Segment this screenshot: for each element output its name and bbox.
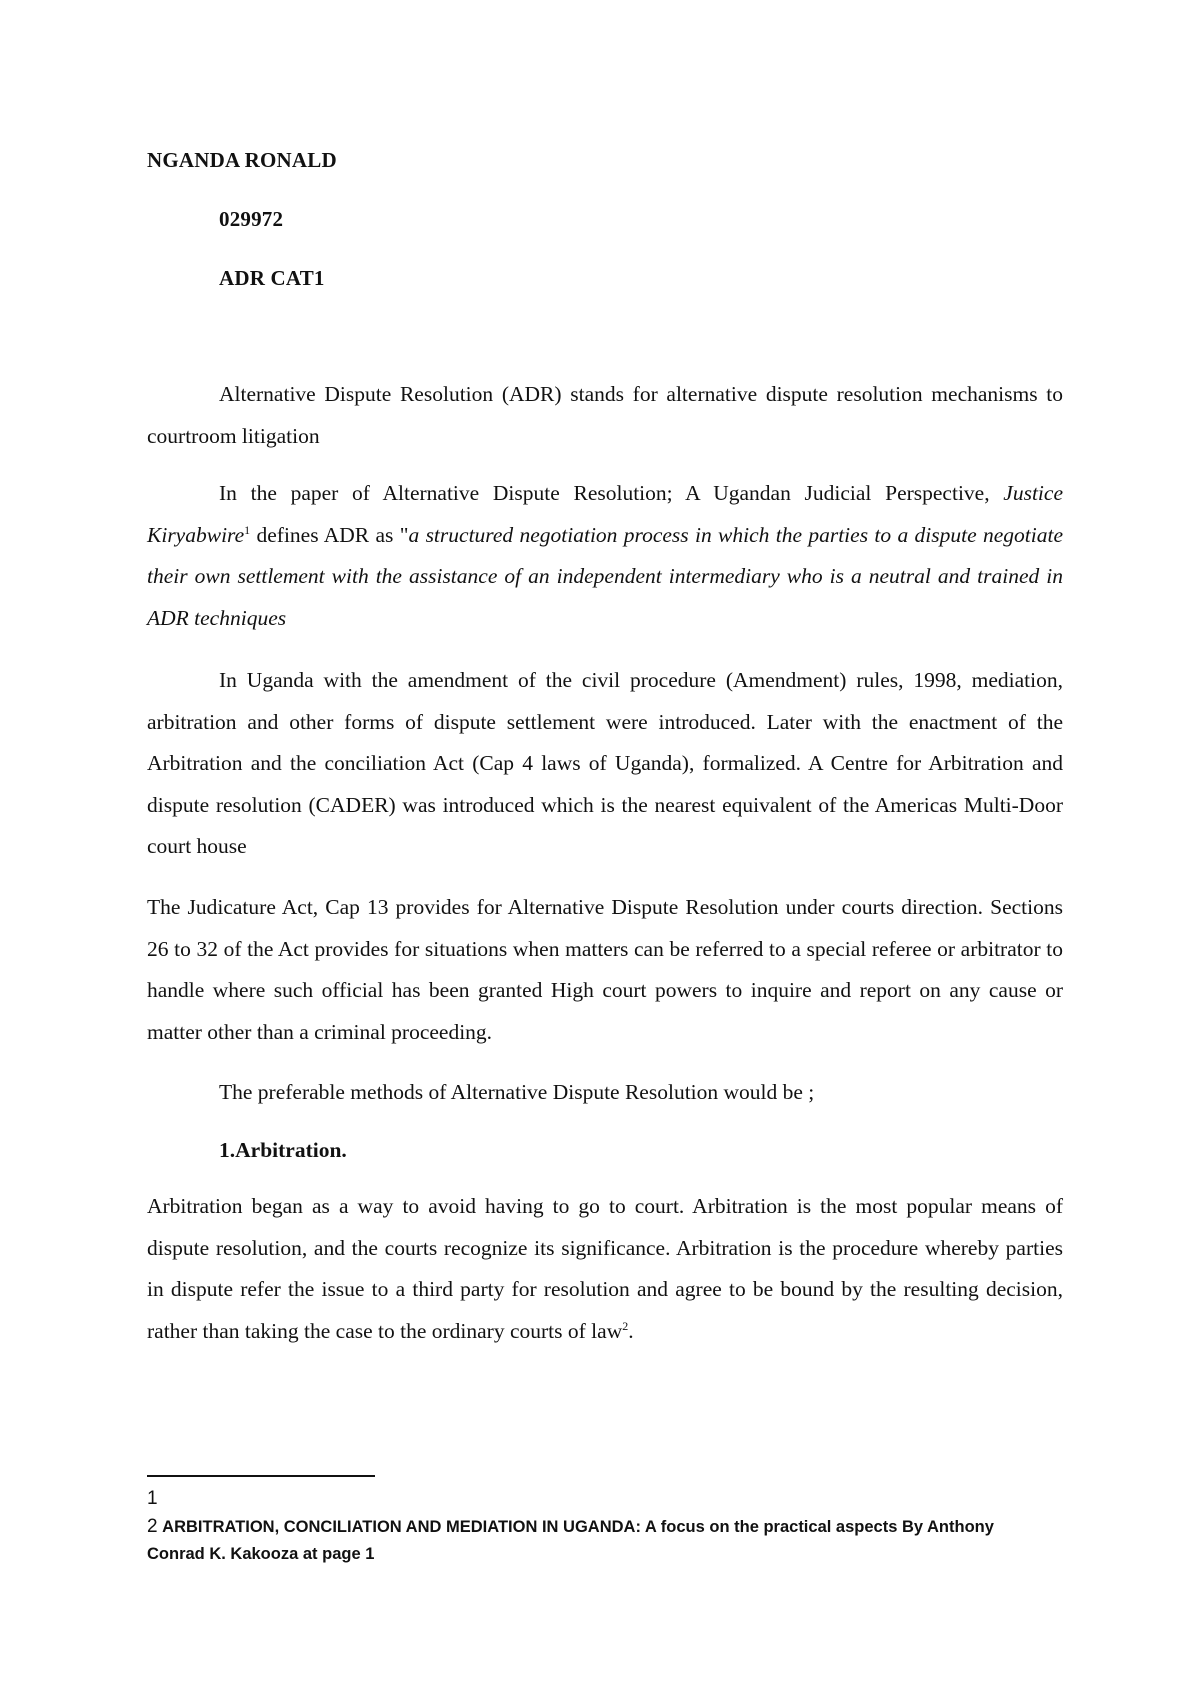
paragraph-arbitration: Arbitration began as a way to avoid having to go to court. Arbitration is the most popular means of dispute resolution, and the courts recognize its significance. Arbitration is the procedure whereby parties in dispute refer the issue to a third party for resolution and agree to be bound by the resulting decision, rather than taking the case to the ordinary courts of law$^2$. (147, 1194, 1063, 1343)
paragraph-adr-definition: Alternative Dispute Resolution (ADR) stands for alternative dispute resolution mechanisms to courtroom litigation (147, 382, 1063, 448)
paragraph-preferable-methods: The preferable methods of Alternative Dispute Resolution would be ; (219, 1080, 815, 1104)
section-heading-arbitration: 1.Arbitration. (219, 1138, 347, 1162)
adr-quote: a structured negotiation process in which the parties to a dispute negotiate their own settlement with the assistance of an independent intermediary who is a neutral and trained in ADR techniques (147, 522, 1063, 630)
footnotes (147, 1485, 1047, 1568)
footnote-number: 2 (147, 1516, 158, 1537)
footnote-2 (147, 1513, 1047, 1568)
paragraph-uganda-amendment: In Uganda with the amendment of the civil procedure (Amendment) rules, 1998, mediation, arbitration and other forms of dispute settlement were introduced. Later with the enactment of the Arbitration and the conciliation Act (Cap 4 laws of Uganda), formalized. A Centre for Arbitration and dispute resolution (CADER) was introduced which is the nearest equivalent of the Americas Multi-Door court house (147, 668, 1063, 858)
paragraph-judicature-act: The Judicature Act, Cap 13 provides for Alternative Dispute Resolution under courts direction. Sections 26 to 32 of the Act provides for situations when matters can be referred to a special referee or arbitrator to handle where such official has been granted High court powers to inquire and report on any cause or matter other than a criminal proceeding. (147, 895, 1063, 1044)
course-title: ADR CAT1 (219, 266, 325, 290)
footnote-1 (147, 1485, 1047, 1513)
footnote-ref-1: 1 (244, 522, 251, 537)
author-name: NGANDA RONALD (147, 148, 337, 172)
paragraph-kiryabwire-definition: In the paper of Alternative Dispute Resolution; A Ugandan Judicial Perspective, Justice Kiryabwire$^1$ defines ADR as "a structured negotiation process in which the parties to a dispute negotiate their own settlement with the assistance of an independent intermediary who is a neutral and trained in ADR techniques (147, 481, 1063, 630)
footnote-ref-2: 2 (622, 1318, 629, 1333)
author-reference: Justice Kiryabwire (147, 481, 1063, 547)
student-id: 029972 (219, 207, 284, 231)
footnote-number: 1 (147, 1488, 158, 1509)
footnote-text: ARBITRATION, CONCILIATION AND MEDIATION IN UGANDA: A focus on the practical aspects By Anthony Conrad K. Kakooza at page 1 (147, 1518, 994, 1563)
footnote-separator (147, 1475, 375, 1477)
